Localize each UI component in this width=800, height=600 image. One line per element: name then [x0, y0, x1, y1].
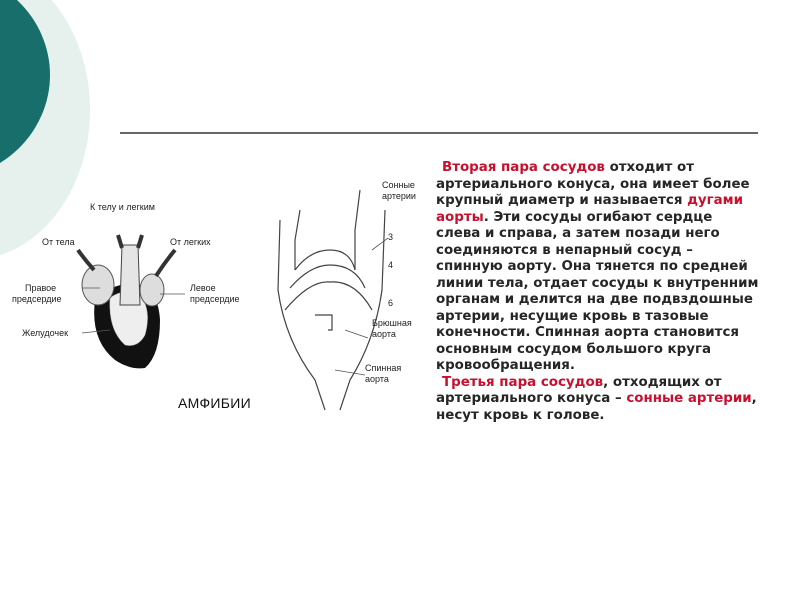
dorsal-aorta-vessel-2 — [340, 380, 350, 410]
label-arch-4: 4 — [388, 260, 394, 270]
label-to-body-lungs: К телу и легким — [90, 202, 155, 212]
from-lungs-vessel — [156, 250, 175, 276]
label-carotid-line2: артерии — [382, 191, 416, 201]
paragraph-carotid — [420, 375, 760, 425]
label-right-atrium-line2: предсердие — [12, 294, 62, 304]
term-third-pair: Третья пара сосудов — [442, 374, 604, 390]
label-ventricle: Желудочек — [22, 328, 69, 338]
conus-trunk-shape — [120, 245, 140, 305]
left-carotid-vessel — [295, 210, 300, 270]
top-vessel-left — [118, 235, 122, 248]
main-text-block — [420, 160, 760, 424]
term-aortic-arches: дугами аорты — [436, 193, 744, 225]
label-from-lungs: От легких — [170, 237, 211, 247]
figure-caption: АМФИБИИ — [178, 395, 251, 411]
from-body-vessel — [78, 250, 94, 270]
label-dorsal-aorta-line1: Спинная — [365, 363, 402, 373]
amphibian-heart-figure — [10, 180, 416, 420]
dorsal-aorta-vessel — [315, 380, 325, 410]
label-left-atrium-line2: предсердие — [190, 294, 240, 304]
right-carotid-vessel — [355, 190, 360, 270]
label-carotid-line1: Сонные — [382, 180, 415, 190]
label-ventral-aorta-line1: Брюшная — [372, 318, 412, 328]
label-arch-6: 6 — [388, 298, 394, 308]
label-dorsal-aorta-line2: аорта — [365, 374, 389, 384]
label-ventral-aorta-line2: аорта — [372, 329, 396, 339]
paragraph-aortic-arches — [420, 160, 760, 375]
text-segment: , отходящих от артериального конуса – — [436, 374, 722, 406]
label-right-atrium-line1: Правое — [25, 283, 57, 293]
arch-4 — [290, 265, 365, 288]
left-atrium-shape — [140, 274, 164, 306]
text-segment: . Эти сосуды огибают сердце слева и справа, а затем позади него соединяются в непарный сосуд – спинную аорту. Она тянется по средней линии тела, отдает сосуды к внутренним органам и делится на две подвздошные артерии, несущие кровь в тазовые конечности. Спинная аорта становится основным сосудом большого круга кровообращения. — [436, 209, 759, 373]
label-left-atrium-line1: Левое — [190, 283, 216, 293]
label-from-body: От тела — [42, 237, 75, 247]
term-carotid-arteries: сонные артерии — [626, 391, 752, 406]
top-vessel-right — [138, 235, 142, 248]
ventral-aorta-vessel — [315, 315, 332, 330]
label-arch-3: 3 — [388, 232, 394, 242]
arch-6 — [285, 282, 372, 310]
right-atrium-shape — [82, 265, 114, 305]
arch-3 — [295, 250, 355, 270]
title-divider — [120, 132, 758, 134]
term-second-pair: Вторая пара сосудов — [442, 160, 605, 175]
text-segment: , несут кровь к голове. — [436, 391, 757, 423]
text-segment: отходит от артериального конуса, она имеет более крупный диаметр и называется — [436, 160, 750, 208]
outer-arch-left — [278, 220, 315, 380]
